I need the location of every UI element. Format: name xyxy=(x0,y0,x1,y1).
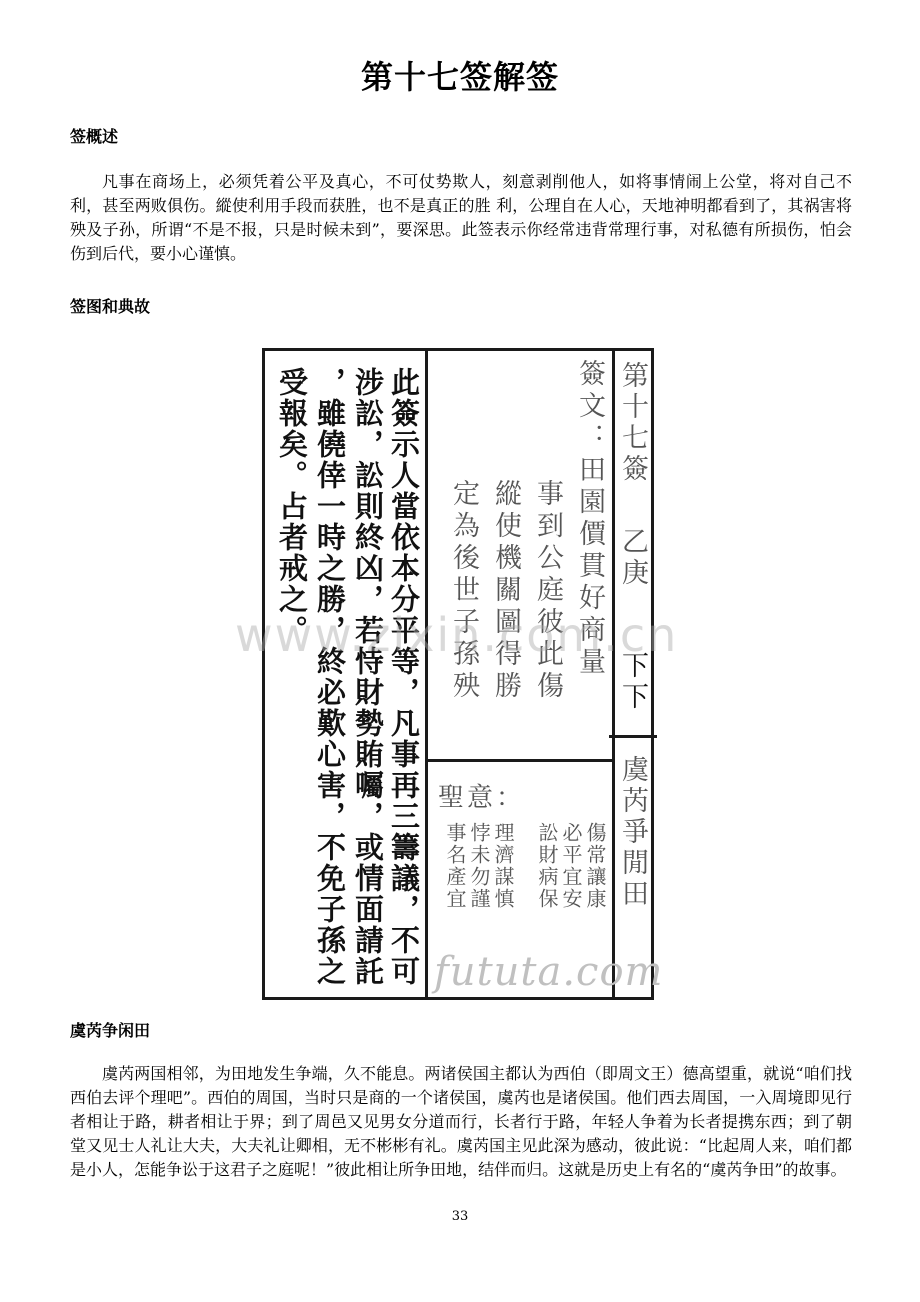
holy-meaning-label: 聖意： xyxy=(438,783,526,813)
verse-col-1: 簽文：田園價貫好商量 xyxy=(574,359,605,679)
verse-col-2: 事到公庭彼此傷 xyxy=(532,479,563,703)
image-heading: 签图和典故 xyxy=(70,297,151,316)
holy-col-2: 必平宜安 xyxy=(559,822,583,910)
interpretation-col-1: 此簽示人當依本分平等，凡事再三籌議，不可 xyxy=(387,367,421,987)
interpretation-col-2: 涉訟，訟則終凶，若恃財勢賄囑，或情面請託 xyxy=(351,367,385,987)
site-watermark: www.zixin.com.cn xyxy=(235,608,679,662)
panel-divider xyxy=(609,735,657,738)
sign-grade: 下下 xyxy=(617,651,648,713)
interpretation-col-3: ，雖僥倖一時之勝，終必歎心害，不免子孫之 xyxy=(313,367,347,987)
page-title: 第十七签解签 xyxy=(360,58,559,96)
interpretation-col-4: 受報矣。占者戒之。 xyxy=(275,367,309,646)
site-logo-watermark: fututa.com xyxy=(434,949,664,995)
sign-ganzhi: 乙庚 xyxy=(617,527,648,589)
fortune-slip-image xyxy=(262,348,664,1000)
sign-story-title: 虞芮爭閒田 xyxy=(617,755,648,910)
verse-col-4: 定為後世子孫殃 xyxy=(448,479,479,703)
verse-panel xyxy=(428,351,615,762)
holy-col-4: 理濟謀慎 xyxy=(491,822,515,910)
overview-heading: 签概述 xyxy=(70,127,119,146)
holy-col-6: 事名產宜 xyxy=(443,822,467,910)
sign-number: 第十七簽 xyxy=(617,361,648,485)
holy-col-3: 訟財病保 xyxy=(535,822,559,910)
holy-col-1: 傷常讓康 xyxy=(583,822,607,910)
overview-paragraph: 凡事在商场上，必须凭着公平及真心，不可仗势欺人，刻意剥削他人，如将事情闹上公堂，将对自己不利，甚至两败俱伤。縱使利用手段而获胜，也不是真正的胜 利，公理自在人心，天地神明都看到了，其祸害将殃及子孙，所谓“不是不报，只是时候未到”，要深思。此签表示你经常违背常理行事，对私德有所损伤，怕会伤到后代，要小心谨慎。 xyxy=(70,172,852,263)
page-number: 33 xyxy=(451,1209,469,1224)
sign-number-panel xyxy=(615,351,651,997)
verse-col-3: 縱使機關圖得勝 xyxy=(490,479,521,703)
story-paragraph: 虞芮两国相邻，为田地发生争端，久不能息。两诸侯国主都认为西伯（即周文王）德高望重，就说“咱们找西伯去评个理吧”。西伯的周国，当时只是商的一个诸侯国，虞芮也是诸侯国。他们西去周国，一入周境即见行者相让于路，耕者相让于界；到了周邑又见男女分道而行，长者行于路，年轻人争着为长者提携东西；到了朝堂又见士人礼让大夫，大夫礼让卿相，无不彬彬有礼。虞芮国主见此深为感动，彼此说：“比起周人来，咱们都是小人，怎能争讼于这君子之庭呢！”彼此相让所争田地，结伴而归。这就是历史上有名的“虞芮争田”的故事。 xyxy=(70,1064,852,1179)
story-heading: 虞芮争闲田 xyxy=(70,1021,151,1040)
interpretation-panel xyxy=(265,351,428,997)
holy-col-5: 悖未勿謹 xyxy=(467,822,491,910)
